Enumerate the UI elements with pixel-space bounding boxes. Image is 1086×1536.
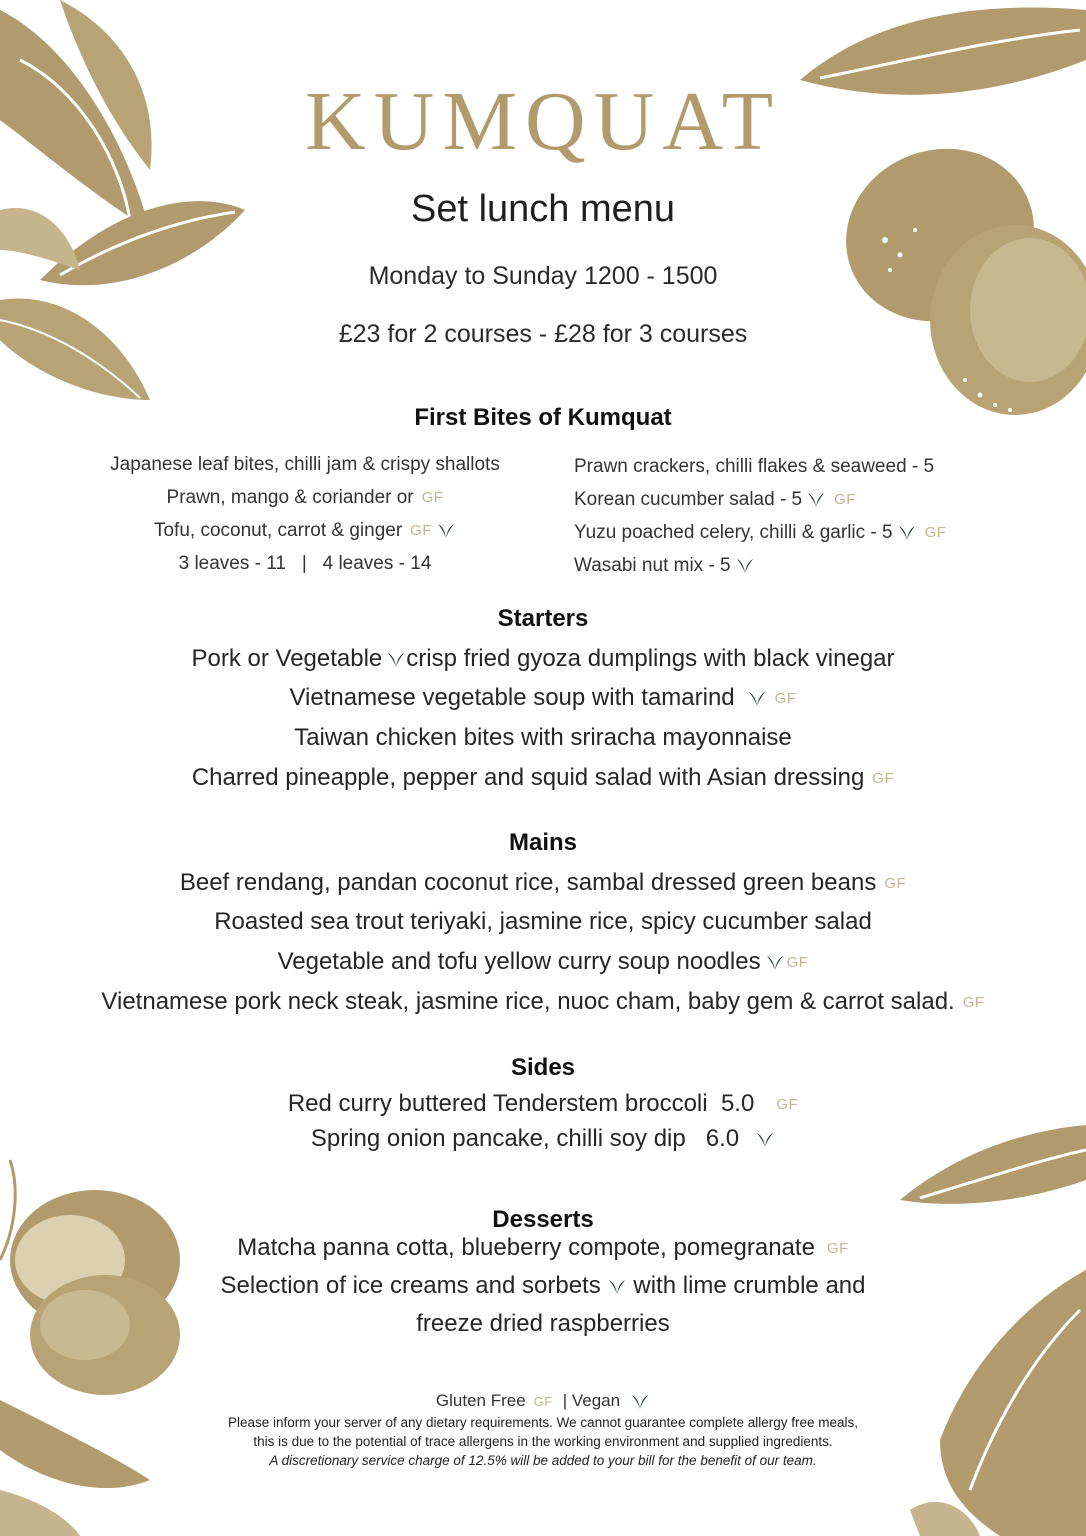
list-item: Tofu, coconut, carrot & ginger GF: [40, 520, 570, 553]
list-item: Beef rendang, pandan coconut rice, sambal dressed green beans GF: [179, 869, 907, 896]
desserts-heading: Desserts: [492, 1206, 594, 1233]
list-item: Spring onion pancake, chilli soy dip 6.0: [0, 1125, 1086, 1153]
gluten-free-label: GF: [884, 875, 907, 893]
vegan-leaf-icon: [765, 954, 785, 972]
list-item: Matcha panna cotta, blueberry compote, pomegranate GF: [237, 1234, 849, 1261]
list-item: Red curry buttered Tenderstem broccoli 5.0 GF: [287, 1090, 799, 1117]
list-item: Roasted sea trout teriyaki, jasmine rice, spicy cucumber salad: [214, 908, 872, 935]
list-item: Prawn, mango & coriander or GF: [166, 487, 444, 508]
menu-title: Set lunch menu: [410, 188, 676, 230]
list-item: Yuzu poached celery, chilli & garlic - 5 GF: [574, 522, 947, 543]
gluten-free-label: GF: [834, 491, 856, 509]
course-prices: £23 for 2 courses - £28 for 3 courses: [338, 320, 748, 348]
first-bites-right-column: [574, 456, 1054, 588]
list-item: Prawn crackers, chilli flakes & seaweed - 5: [574, 456, 935, 477]
list-item: Taiwan chicken bites with sriracha mayonnaise: [294, 724, 792, 751]
first-bites-left-column: [40, 454, 570, 586]
vegan-leaf-icon: [747, 690, 767, 708]
vegan-leaf-icon: [386, 651, 406, 669]
vegan-leaf-icon: [607, 1278, 627, 1296]
gluten-free-label: GF: [776, 1096, 799, 1114]
list-item: freeze dried raspberries: [416, 1310, 670, 1337]
vegan-leaf-icon: [897, 524, 917, 542]
list-item: Vietnamese pork neck steak, jasmine rice, nuoc cham, baby gem & carrot salad. GF: [101, 988, 985, 1015]
vegan-leaf-icon: [436, 522, 456, 540]
gluten-free-label: GF: [786, 954, 809, 972]
service-charge-notice: A discretionary service charge of 12.5% will be added to your bill for the benefit of our team.: [269, 1453, 817, 1468]
list-item: Korean cucumber salad - 5 GF: [574, 489, 856, 510]
allergy-notice-continued: this is due to the potential of trace allergens in the working environment and supplied ingredients.: [253, 1434, 833, 1449]
gluten-free-label: GF: [774, 690, 797, 708]
mains-heading: Mains: [508, 829, 577, 856]
vegan-leaf-icon: [755, 1131, 775, 1149]
allergy-notice: Please inform your server of any dietary requirements. We cannot guarantee complete allergy free meals,: [227, 1415, 859, 1430]
gluten-free-label: GF: [421, 489, 444, 507]
list-item: Vegetable and tofu yellow curry soup noodles GF: [277, 948, 809, 975]
gluten-free-label: GF: [924, 524, 947, 542]
list-item: Wasabi nut mix - 5: [574, 555, 1054, 588]
list-item: Charred pineapple, pepper and squid salad with Asian dressing GF: [191, 764, 895, 791]
opening-hours: Monday to Sunday 1200 - 1500: [368, 262, 718, 290]
gluten-free-label: GF: [872, 770, 895, 788]
list-item: Selection of ice creams and sorbets with lime crumble and: [220, 1272, 866, 1299]
list-item: Pork or Vegetable crisp fried gyoza dumplings with black vinegar: [191, 645, 895, 672]
vegan-leaf-icon: [806, 491, 826, 509]
vegan-leaf-icon: [630, 1393, 650, 1411]
list-item: Vietnamese vegetable soup with tamarind GF: [289, 684, 797, 711]
gluten-free-label: GF: [826, 1240, 849, 1258]
dietary-legend: Gluten Free GF | Vegan: [0, 1391, 1086, 1411]
sides-heading: Sides: [510, 1054, 576, 1081]
gluten-free-label: GF: [410, 522, 433, 540]
starters-heading: Starters: [497, 605, 589, 632]
vegan-leaf-icon: [735, 557, 755, 575]
first-bites-heading: First Bites of Kumquat: [414, 404, 672, 431]
restaurant-logo-wordmark: KUMQUAT: [305, 75, 781, 168]
list-item: Japanese leaf bites, chilli jam & crispy shallots: [110, 454, 500, 475]
gluten-free-label: GF: [533, 1394, 553, 1410]
gluten-free-label: GF: [962, 994, 985, 1012]
leaf-portion-prices: 3 leaves - 11 | 4 leaves - 14: [178, 553, 432, 574]
